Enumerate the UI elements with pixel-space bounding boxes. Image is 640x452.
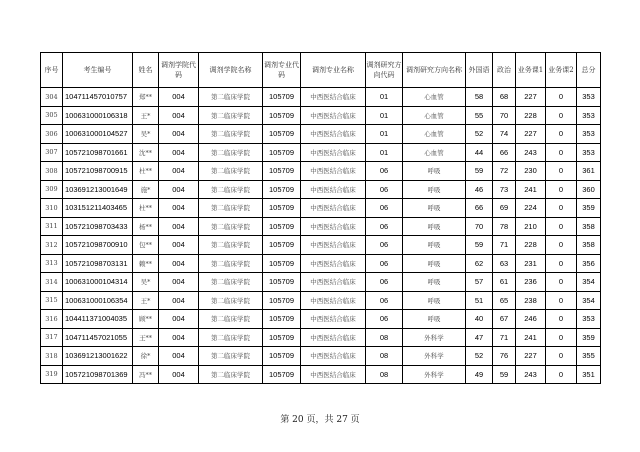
- total-score-cell: 353: [577, 310, 601, 329]
- total-score-cell: 361: [577, 162, 601, 181]
- name-cell: 包**: [133, 236, 159, 255]
- major-code-cell: 105709: [263, 291, 301, 310]
- major-name-cell: 中西医结合临床: [301, 365, 366, 384]
- total-score-cell: 358: [577, 236, 601, 255]
- college-code-cell: 004: [159, 162, 199, 181]
- name-cell: 王**: [133, 328, 159, 347]
- candidate-id-cell: 100631000104314: [63, 273, 133, 292]
- name-cell: 杨**: [133, 217, 159, 236]
- college-name-cell: 第二临床学院: [199, 162, 263, 181]
- admission-table: [40, 52, 601, 384]
- direction-name-cell: 呼吸: [403, 180, 466, 199]
- direction-name-cell: 呼吸: [403, 273, 466, 292]
- major-code-cell: 105709: [263, 365, 301, 384]
- major-name-cell: 中西医结合临床: [301, 328, 366, 347]
- direction-code-cell: 06: [366, 236, 403, 255]
- table-row: [41, 88, 601, 107]
- page-footer: 第 20 页，共 27 页: [280, 415, 360, 425]
- foreign-language-cell: 57: [466, 273, 493, 292]
- table-row: [41, 236, 601, 255]
- row-number-cell: 304: [41, 88, 63, 107]
- direction-code-cell: 06: [366, 273, 403, 292]
- college-code-cell: 004: [159, 328, 199, 347]
- row-number-cell: 313: [41, 254, 63, 273]
- politics-cell: 66: [493, 143, 516, 162]
- subject-1-cell: 224: [516, 199, 546, 218]
- row-number-cell: 314: [41, 273, 63, 292]
- direction-name-cell: 心血管: [403, 143, 466, 162]
- candidate-id-cell: 104711457010757: [63, 88, 133, 107]
- subject-2-cell: 0: [546, 236, 577, 255]
- college-name-cell: 第二临床学院: [199, 125, 263, 144]
- column-header: 调剂研究方向代码: [366, 53, 403, 88]
- name-cell: 沈**: [133, 143, 159, 162]
- subject-2-cell: 0: [546, 143, 577, 162]
- direction-code-cell: 01: [366, 143, 403, 162]
- foreign-language-cell: 52: [466, 347, 493, 366]
- row-number-cell: 318: [41, 347, 63, 366]
- column-header: 调剂学院代码: [159, 53, 199, 88]
- subject-2-cell: 0: [546, 199, 577, 218]
- subject-1-cell: 227: [516, 347, 546, 366]
- direction-code-cell: 01: [366, 88, 403, 107]
- foreign-language-cell: 40: [466, 310, 493, 329]
- column-header: 调剂专业名称: [301, 53, 366, 88]
- politics-cell: 72: [493, 162, 516, 181]
- column-header: 考生编号: [63, 53, 133, 88]
- candidate-id-cell: 100631000106354: [63, 291, 133, 310]
- major-code-cell: 105709: [263, 180, 301, 199]
- college-name-cell: 第二临床学院: [199, 217, 263, 236]
- name-cell: 吴*: [133, 273, 159, 292]
- college-name-cell: 第二临床学院: [199, 236, 263, 255]
- column-header: 序号: [41, 53, 63, 88]
- direction-code-cell: 06: [366, 310, 403, 329]
- total-score-cell: 354: [577, 273, 601, 292]
- direction-name-cell: 呼吸: [403, 236, 466, 255]
- candidate-id-cell: 105721098701661: [63, 143, 133, 162]
- major-code-cell: 105709: [263, 143, 301, 162]
- subject-2-cell: 0: [546, 291, 577, 310]
- politics-cell: 70: [493, 106, 516, 125]
- direction-code-cell: 08: [366, 365, 403, 384]
- college-name-cell: 第二临床学院: [199, 273, 263, 292]
- subject-1-cell: 243: [516, 143, 546, 162]
- college-name-cell: 第二临床学院: [199, 365, 263, 384]
- candidate-id-cell: 100631000104527: [63, 125, 133, 144]
- name-cell: 王*: [133, 106, 159, 125]
- subject-2-cell: 0: [546, 365, 577, 384]
- major-code-cell: 105709: [263, 273, 301, 292]
- row-number-cell: 307: [41, 143, 63, 162]
- row-number-cell: 310: [41, 199, 63, 218]
- total-score-cell: 351: [577, 365, 601, 384]
- table-row: [41, 310, 601, 329]
- direction-name-cell: 呼吸: [403, 162, 466, 181]
- subject-1-cell: 228: [516, 236, 546, 255]
- direction-code-cell: 06: [366, 199, 403, 218]
- major-name-cell: 中西医结合临床: [301, 88, 366, 107]
- foreign-language-cell: 49: [466, 365, 493, 384]
- major-code-cell: 105709: [263, 88, 301, 107]
- direction-name-cell: 心血管: [403, 88, 466, 107]
- politics-cell: 61: [493, 273, 516, 292]
- college-code-cell: 004: [159, 143, 199, 162]
- total-score-cell: 354: [577, 291, 601, 310]
- table-row: [41, 365, 601, 384]
- total-score-cell: 359: [577, 199, 601, 218]
- major-code-cell: 105709: [263, 162, 301, 181]
- politics-cell: 76: [493, 347, 516, 366]
- college-code-cell: 004: [159, 347, 199, 366]
- major-name-cell: 中西医结合临床: [301, 254, 366, 273]
- direction-code-cell: 01: [366, 125, 403, 144]
- direction-code-cell: 06: [366, 291, 403, 310]
- major-code-cell: 105709: [263, 254, 301, 273]
- college-code-cell: 004: [159, 125, 199, 144]
- subject-2-cell: 0: [546, 125, 577, 144]
- subject-2-cell: 0: [546, 273, 577, 292]
- politics-cell: 65: [493, 291, 516, 310]
- subject-2-cell: 0: [546, 88, 577, 107]
- politics-cell: 63: [493, 254, 516, 273]
- name-cell: 冯**: [133, 365, 159, 384]
- candidate-id-cell: 103691213001649: [63, 180, 133, 199]
- column-header: 外国语: [466, 53, 493, 88]
- total-score-cell: 353: [577, 143, 601, 162]
- major-name-cell: 中西医结合临床: [301, 199, 366, 218]
- college-code-cell: 004: [159, 273, 199, 292]
- direction-name-cell: 外科学: [403, 328, 466, 347]
- subject-2-cell: 0: [546, 347, 577, 366]
- table-row: [41, 125, 601, 144]
- politics-cell: 67: [493, 310, 516, 329]
- major-code-cell: 105709: [263, 328, 301, 347]
- college-code-cell: 004: [159, 180, 199, 199]
- major-code-cell: 105709: [263, 125, 301, 144]
- major-name-cell: 中西医结合临床: [301, 347, 366, 366]
- college-code-cell: 004: [159, 217, 199, 236]
- row-number-cell: 306: [41, 125, 63, 144]
- major-name-cell: 中西医结合临床: [301, 106, 366, 125]
- politics-cell: 59: [493, 365, 516, 384]
- politics-cell: 69: [493, 199, 516, 218]
- direction-code-cell: 08: [366, 328, 403, 347]
- college-code-cell: 004: [159, 236, 199, 255]
- table-row: [41, 162, 601, 181]
- foreign-language-cell: 58: [466, 88, 493, 107]
- column-header: 调剂学院名称: [199, 53, 263, 88]
- foreign-language-cell: 46: [466, 180, 493, 199]
- foreign-language-cell: 62: [466, 254, 493, 273]
- name-cell: 杜**: [133, 162, 159, 181]
- college-code-cell: 004: [159, 106, 199, 125]
- subject-1-cell: 227: [516, 88, 546, 107]
- major-code-cell: 105709: [263, 236, 301, 255]
- subject-1-cell: 238: [516, 291, 546, 310]
- college-name-cell: 第二临床学院: [199, 254, 263, 273]
- subject-1-cell: 231: [516, 254, 546, 273]
- name-cell: 赖**: [133, 254, 159, 273]
- direction-name-cell: 呼吸: [403, 254, 466, 273]
- total-score-cell: 353: [577, 88, 601, 107]
- name-cell: 施*: [133, 180, 159, 199]
- college-name-cell: 第二临床学院: [199, 347, 263, 366]
- politics-cell: 71: [493, 236, 516, 255]
- direction-code-cell: 01: [366, 106, 403, 125]
- total-score-cell: 360: [577, 180, 601, 199]
- candidate-id-cell: 104711457021055: [63, 328, 133, 347]
- direction-code-cell: 08: [366, 347, 403, 366]
- column-header: 调剂研究方向名称: [403, 53, 466, 88]
- candidate-id-cell: 105721098703131: [63, 254, 133, 273]
- major-name-cell: 中西医结合临床: [301, 180, 366, 199]
- total-score-cell: 358: [577, 217, 601, 236]
- major-name-cell: 中西医结合临床: [301, 291, 366, 310]
- major-name-cell: 中西医结合临床: [301, 162, 366, 181]
- foreign-language-cell: 59: [466, 162, 493, 181]
- candidate-id-cell: 103691213001622: [63, 347, 133, 366]
- politics-cell: 68: [493, 88, 516, 107]
- subject-1-cell: 210: [516, 217, 546, 236]
- subject-2-cell: 0: [546, 180, 577, 199]
- major-name-cell: 中西医结合临床: [301, 217, 366, 236]
- table-row: [41, 273, 601, 292]
- subject-2-cell: 0: [546, 328, 577, 347]
- name-cell: 吴*: [133, 125, 159, 144]
- direction-name-cell: 呼吸: [403, 217, 466, 236]
- direction-name-cell: 呼吸: [403, 199, 466, 218]
- table-header-row: [41, 53, 601, 88]
- subject-2-cell: 0: [546, 310, 577, 329]
- major-code-cell: 105709: [263, 199, 301, 218]
- major-code-cell: 105709: [263, 217, 301, 236]
- politics-cell: 71: [493, 328, 516, 347]
- foreign-language-cell: 51: [466, 291, 493, 310]
- subject-2-cell: 0: [546, 106, 577, 125]
- table-row: [41, 180, 601, 199]
- table-row: [41, 254, 601, 273]
- direction-code-cell: 06: [366, 254, 403, 273]
- column-header: 业务课2: [546, 53, 577, 88]
- column-header: 政治: [493, 53, 516, 88]
- politics-cell: 74: [493, 125, 516, 144]
- college-name-cell: 第二临床学院: [199, 199, 263, 218]
- column-header: 业务课1: [516, 53, 546, 88]
- direction-name-cell: 外科学: [403, 347, 466, 366]
- table-row: [41, 217, 601, 236]
- college-name-cell: 第二临床学院: [199, 143, 263, 162]
- subject-1-cell: 236: [516, 273, 546, 292]
- candidate-id-cell: 104411371004035: [63, 310, 133, 329]
- name-cell: 王*: [133, 291, 159, 310]
- college-name-cell: 第二临床学院: [199, 88, 263, 107]
- candidate-id-cell: 105721098700915: [63, 162, 133, 181]
- college-code-cell: 004: [159, 254, 199, 273]
- subject-1-cell: 228: [516, 106, 546, 125]
- direction-code-cell: 06: [366, 180, 403, 199]
- major-code-cell: 105709: [263, 106, 301, 125]
- subject-2-cell: 0: [546, 254, 577, 273]
- direction-name-cell: 心血管: [403, 125, 466, 144]
- total-score-cell: 356: [577, 254, 601, 273]
- total-score-cell: 355: [577, 347, 601, 366]
- table-row: [41, 143, 601, 162]
- major-code-cell: 105709: [263, 310, 301, 329]
- subject-1-cell: 243: [516, 365, 546, 384]
- candidate-id-cell: 105721098700910: [63, 236, 133, 255]
- row-number-cell: 305: [41, 106, 63, 125]
- row-number-cell: 312: [41, 236, 63, 255]
- candidate-id-cell: 105721098703433: [63, 217, 133, 236]
- name-cell: 郑**: [133, 88, 159, 107]
- name-cell: 杜**: [133, 199, 159, 218]
- column-header: 总分: [577, 53, 601, 88]
- table-row: [41, 291, 601, 310]
- foreign-language-cell: 44: [466, 143, 493, 162]
- college-name-cell: 第二临床学院: [199, 328, 263, 347]
- subject-1-cell: 241: [516, 328, 546, 347]
- major-name-cell: 中西医结合临床: [301, 143, 366, 162]
- college-name-cell: 第二临床学院: [199, 180, 263, 199]
- subject-2-cell: 0: [546, 217, 577, 236]
- row-number-cell: 315: [41, 291, 63, 310]
- table-row: [41, 347, 601, 366]
- major-name-cell: 中西医结合临床: [301, 310, 366, 329]
- college-code-cell: 004: [159, 365, 199, 384]
- table-row: [41, 328, 601, 347]
- foreign-language-cell: 70: [466, 217, 493, 236]
- direction-code-cell: 06: [366, 162, 403, 181]
- subject-1-cell: 246: [516, 310, 546, 329]
- subject-1-cell: 241: [516, 180, 546, 199]
- major-name-cell: 中西医结合临床: [301, 273, 366, 292]
- college-name-cell: 第二临床学院: [199, 310, 263, 329]
- college-code-cell: 004: [159, 291, 199, 310]
- row-number-cell: 317: [41, 328, 63, 347]
- major-name-cell: 中西医结合临床: [301, 125, 366, 144]
- college-code-cell: 004: [159, 310, 199, 329]
- total-score-cell: 353: [577, 125, 601, 144]
- foreign-language-cell: 66: [466, 199, 493, 218]
- table-row: [41, 106, 601, 125]
- row-number-cell: 309: [41, 180, 63, 199]
- foreign-language-cell: 55: [466, 106, 493, 125]
- direction-name-cell: 心血管: [403, 106, 466, 125]
- foreign-language-cell: 47: [466, 328, 493, 347]
- row-number-cell: 311: [41, 217, 63, 236]
- column-header: 姓名: [133, 53, 159, 88]
- foreign-language-cell: 59: [466, 236, 493, 255]
- candidate-id-cell: 105721098701369: [63, 365, 133, 384]
- subject-1-cell: 230: [516, 162, 546, 181]
- college-name-cell: 第二临床学院: [199, 106, 263, 125]
- table-row: [41, 199, 601, 218]
- row-number-cell: 319: [41, 365, 63, 384]
- row-number-cell: 308: [41, 162, 63, 181]
- direction-code-cell: 06: [366, 217, 403, 236]
- college-code-cell: 004: [159, 88, 199, 107]
- total-score-cell: 359: [577, 328, 601, 347]
- politics-cell: 73: [493, 180, 516, 199]
- major-name-cell: 中西医结合临床: [301, 236, 366, 255]
- direction-name-cell: 呼吸: [403, 310, 466, 329]
- total-score-cell: 353: [577, 106, 601, 125]
- name-cell: 顾**: [133, 310, 159, 329]
- foreign-language-cell: 52: [466, 125, 493, 144]
- college-code-cell: 004: [159, 199, 199, 218]
- direction-name-cell: 呼吸: [403, 291, 466, 310]
- major-code-cell: 105709: [263, 347, 301, 366]
- name-cell: 徐*: [133, 347, 159, 366]
- college-name-cell: 第二临床学院: [199, 291, 263, 310]
- subject-1-cell: 227: [516, 125, 546, 144]
- row-number-cell: 316: [41, 310, 63, 329]
- direction-name-cell: 外科学: [403, 365, 466, 384]
- candidate-id-cell: 103151211403465: [63, 199, 133, 218]
- politics-cell: 78: [493, 217, 516, 236]
- subject-2-cell: 0: [546, 162, 577, 181]
- column-header: 调剂专业代码: [263, 53, 301, 88]
- candidate-id-cell: 100631000106318: [63, 106, 133, 125]
